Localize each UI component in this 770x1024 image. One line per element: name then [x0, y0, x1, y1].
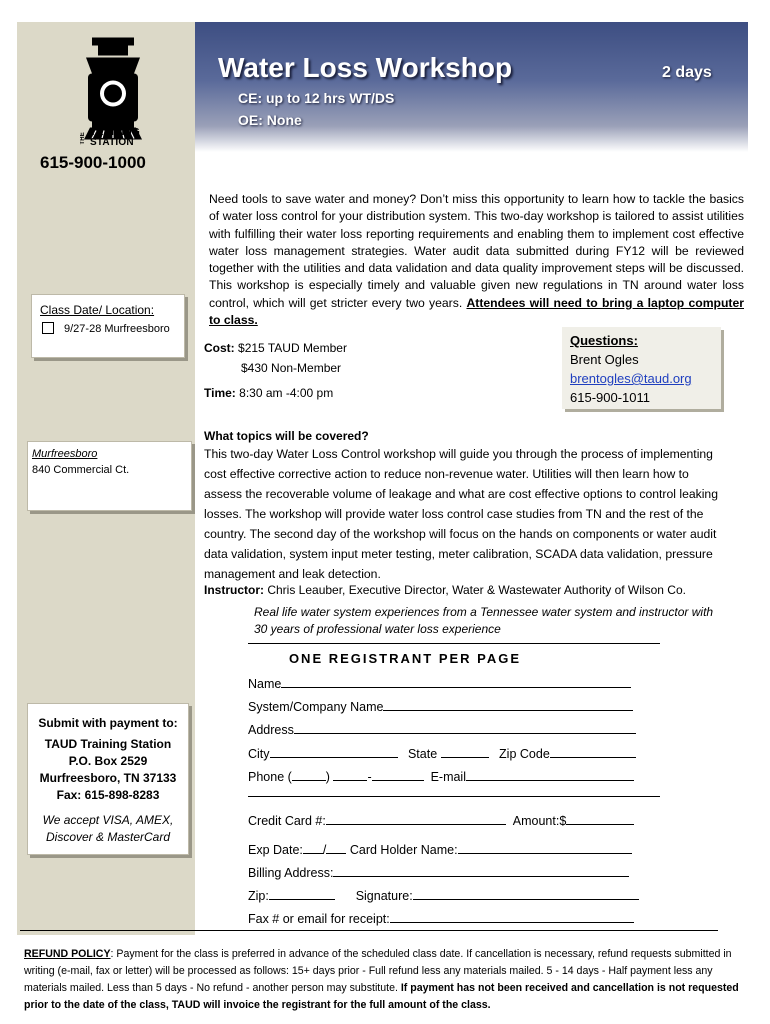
- instructor-line: [204, 583, 686, 597]
- phone-dash: -: [367, 770, 372, 784]
- main-phone: 615-900-1000: [40, 153, 146, 172]
- city-state-zip-field[interactable]: [248, 745, 636, 761]
- zip-code-label: Zip Code: [499, 747, 550, 761]
- class-date-title: Class Date/ Location:: [40, 303, 155, 317]
- refund-label: REFUND POLICY: [24, 948, 111, 960]
- refund-bold: If payment has not been received and cancellation is not requested prior to the date of the class, TAUD will invoice the registrant for the full amount of the class.: [24, 982, 739, 1011]
- logo-text-the: THE: [80, 131, 86, 145]
- instructor-quote: Real life water system experiences from a Tennessee water system and instructor with 30 years of professional water loss experience: [254, 605, 714, 636]
- amount-label: Amount:: [512, 814, 560, 828]
- logo-wordmark: [78, 128, 140, 148]
- topics-heading: What topics will be covered?: [204, 429, 369, 443]
- name-field[interactable]: [248, 675, 631, 691]
- credit-card-field[interactable]: [248, 812, 634, 828]
- class-date-card: [31, 294, 185, 358]
- submit-line: P.O. Box 2529: [68, 754, 148, 768]
- billing-label: Billing Address:: [248, 866, 334, 880]
- company-field[interactable]: [248, 698, 633, 714]
- submit-line: Murfreesboro, TN 37133: [39, 771, 177, 785]
- contact-phone: 615-900-1011: [570, 390, 650, 405]
- billing-address-field[interactable]: [248, 864, 629, 880]
- instructor-value: Chris Leauber, Executive Director, Water & Wastewater Authority of Wilson Co.: [267, 583, 686, 597]
- ce-credits: CE: up to 12 hrs WT/DS: [238, 90, 395, 106]
- company-label: System/Company Name: [248, 700, 384, 714]
- header-banner: [195, 22, 748, 152]
- submit-line: Fax: 615-898-8283: [56, 788, 160, 802]
- instructor-label: Instructor:: [204, 583, 264, 597]
- time-block: [204, 386, 333, 400]
- fax-email-label: Fax # or email for receipt:: [248, 912, 390, 926]
- submit-line: TAUD Training Station: [44, 737, 172, 751]
- contact-name: Brent Ogles: [570, 352, 639, 367]
- page-title: Water Loss Workshop: [218, 52, 513, 83]
- divider: [248, 796, 660, 797]
- contact-email-link[interactable]: brentogles@taud.org: [570, 371, 692, 386]
- submit-title: Submit with payment to:: [38, 716, 178, 730]
- phone-email-field[interactable]: [248, 768, 634, 784]
- divider: [248, 643, 660, 644]
- questions-title: Questions:: [570, 333, 638, 348]
- amount-symbol: $: [559, 814, 567, 828]
- refund-text: : Payment for the class is preferred in advance of the scheduled class date. If cancellation is necessary, refund requests submitted in writing (e-mail, fax or letter) will be processed as follows: 15+ days prior - Full refund less any materials mailed. 5 - 14 days - Half payment less any materials mailed. Less than 5 days - No refund - another person may substitute.: [24, 948, 732, 994]
- cost-block: [204, 338, 347, 378]
- form-title: ONE REGISTRANT PER PAGE: [288, 651, 522, 666]
- payment-methods: We accept VISA, AMEX,: [42, 813, 174, 827]
- fax-email-receipt-field[interactable]: [248, 910, 634, 926]
- email-label: E-mail: [430, 770, 466, 784]
- laptop-notice: Attendees will need to bring a laptop computer to class.: [209, 295, 744, 328]
- city-label: City: [248, 747, 270, 761]
- location-city: Murfreesboro: [32, 448, 98, 460]
- logo-text-training: TRAINING: [90, 127, 140, 138]
- payment-methods: Discover & MasterCard: [45, 830, 171, 844]
- cost-label: Cost:: [204, 341, 235, 355]
- zip-label: Zip:: [248, 889, 269, 903]
- submit-payment-card: [27, 703, 189, 855]
- signature-label: Signature:: [355, 889, 413, 903]
- cost-member: $215 TAUD Member: [238, 341, 347, 355]
- logo-text-station: STATION: [90, 137, 134, 148]
- phone-paren: ): [325, 770, 330, 784]
- phone-label: Phone (: [248, 770, 292, 784]
- state-label: State: [407, 747, 438, 761]
- time-label: Time:: [204, 386, 236, 400]
- address-label: Address: [248, 723, 294, 737]
- topics-text: This two-day Water Loss Control workshop will guide you through the process of implementing cost effective corrective action to reduce non-revenue water. Utilities will then learn how to assess the recoverable volume of leakage and what are cost effective options to control leaking losses. The workshop will provide water loss control case studies from TN and the rest of the country. The second day of the workshop will focus on the hands on components or water audit data validation, system input meter testing, meter calibration, SCADA data validation, pressure management and leak detection.: [204, 447, 718, 581]
- divider: [20, 930, 718, 931]
- class-date-entry: 9/27-28 Murfreesboro: [64, 323, 170, 335]
- time-value: 8:30 am -4:00 pm: [239, 386, 334, 400]
- intro-paragraph: [209, 191, 744, 329]
- questions-box: [562, 327, 721, 409]
- address-field[interactable]: [248, 721, 636, 737]
- exp-slash: /: [322, 843, 327, 857]
- exp-date-field[interactable]: [248, 841, 632, 857]
- oe-credits: OE: None: [238, 112, 302, 128]
- exp-date-label: Exp Date:: [248, 843, 303, 857]
- location-address: 840 Commercial Ct.: [32, 464, 130, 476]
- location-card: [27, 441, 192, 511]
- refund-policy: [24, 946, 746, 1014]
- intro-text: Need tools to save water and money? Don’t miss this opportunity to learn how to tackle the basics of water loss control for your distribution system. This two-day workshop is tailored to assist utilities with fulfilling their water loss reporting requirements and enabling them to implement cost effective water loss management strategies. Water audit data submitted during FY12 will be reviewed together with the utilities and data validation and data quality improvement steps will be discussed. This workshop is especially timely and valuable given new regulations in TN around water loss control, which will get stricter every two years.: [209, 192, 744, 310]
- name-label: Name: [248, 677, 282, 691]
- zip-signature-field[interactable]: [248, 887, 639, 903]
- cost-nonmember: $430 Non-Member: [241, 361, 342, 375]
- duration: 2 days: [662, 64, 712, 81]
- credit-card-label: Credit Card #:: [248, 814, 326, 828]
- class-date-checkbox[interactable]: [42, 322, 54, 334]
- card-holder-label: Card Holder Name:: [349, 843, 458, 857]
